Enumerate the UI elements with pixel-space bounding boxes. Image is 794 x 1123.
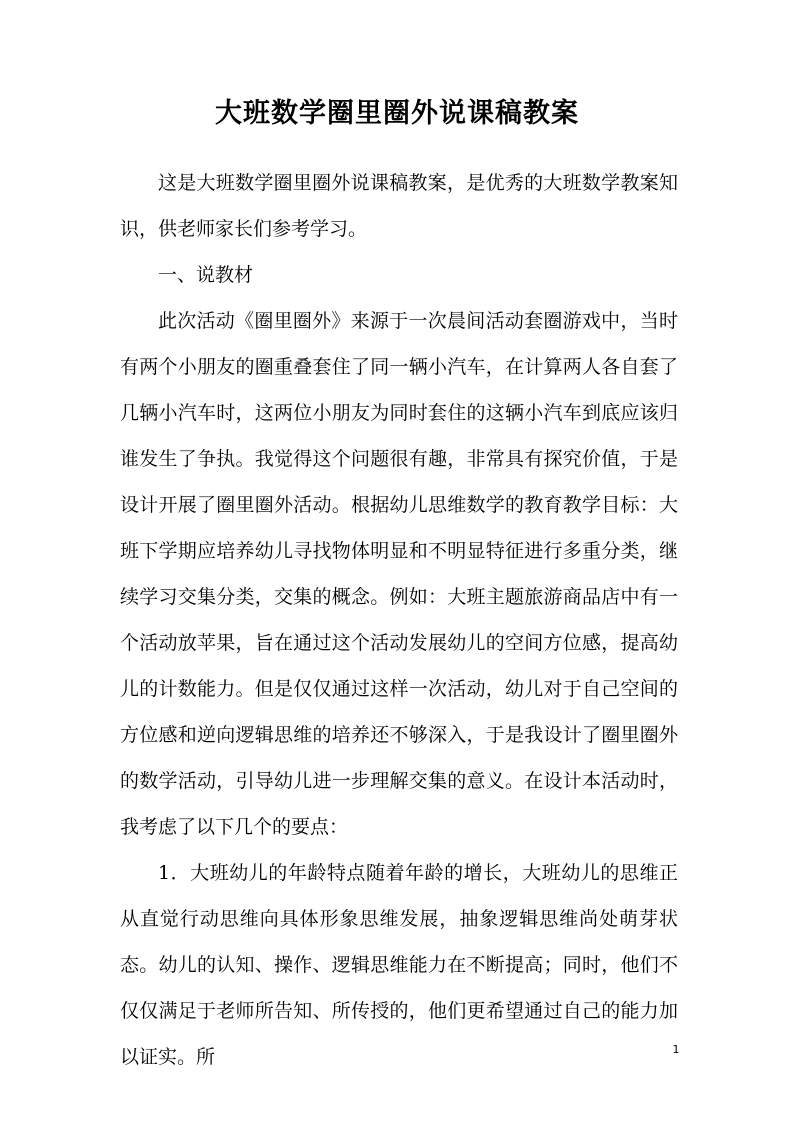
age-characteristics-paragraph: 1．大班幼儿的年龄特点随着年龄的增长，大班幼儿的思维正从直觉行动思维向具体形象思维发展，抽象逻辑思维尚处萌芽状态。幼儿的认知、操作、逻辑思维能力在不断提高；同时，他们不仅仅满足于老师所告知、所传授的，他们更希望通过自己的能力加以证实。所 <box>120 862 678 1068</box>
section-heading-teaching-material: 一、说教材 <box>158 264 254 286</box>
document-title: 大班数学圈里圈外说课稿教案 <box>215 98 579 129</box>
activity-background-paragraph: 此次活动《圈里圈外》来源于一次晨间活动套圈游戏中，当时有两个小朋友的圈重叠套住了同一辆小汽车，在计算两人各自套了几辆小汽车时，这两位小朋友为同时套住的这辆小汽车到底应该归谁发生了争执。我觉得这个问题很有趣，非常具有探究价值，于是设计开展了圈里圈外活动。根据幼儿思维数学的教育教学目标：大班下学期应培养幼儿寻找物体明显和不明显特征进行多重分类，继续学习交集分类，交集的概念。例如：大班主题旅游商品店中有一个活动放苹果，旨在通过这个活动发展幼儿的空间方位感，提高幼儿的计数能力。但是仅仅通过这样一次活动，幼儿对于自己空间的方位感和逆向逻辑思维的培养还不够深入，于是我设计了圈里圈外的数学活动，引导幼儿进一步理解交集的意义。在设计本活动时，我考虑了以下几个的要点： <box>120 310 678 838</box>
page-number: 1 <box>672 1043 680 1056</box>
intro-paragraph: 这是大班数学圈里圈外说课稿教案，是优秀的大班数学教案知识，供老师家长们参考学习。 <box>120 172 678 240</box>
document-body <box>120 160 678 1080</box>
